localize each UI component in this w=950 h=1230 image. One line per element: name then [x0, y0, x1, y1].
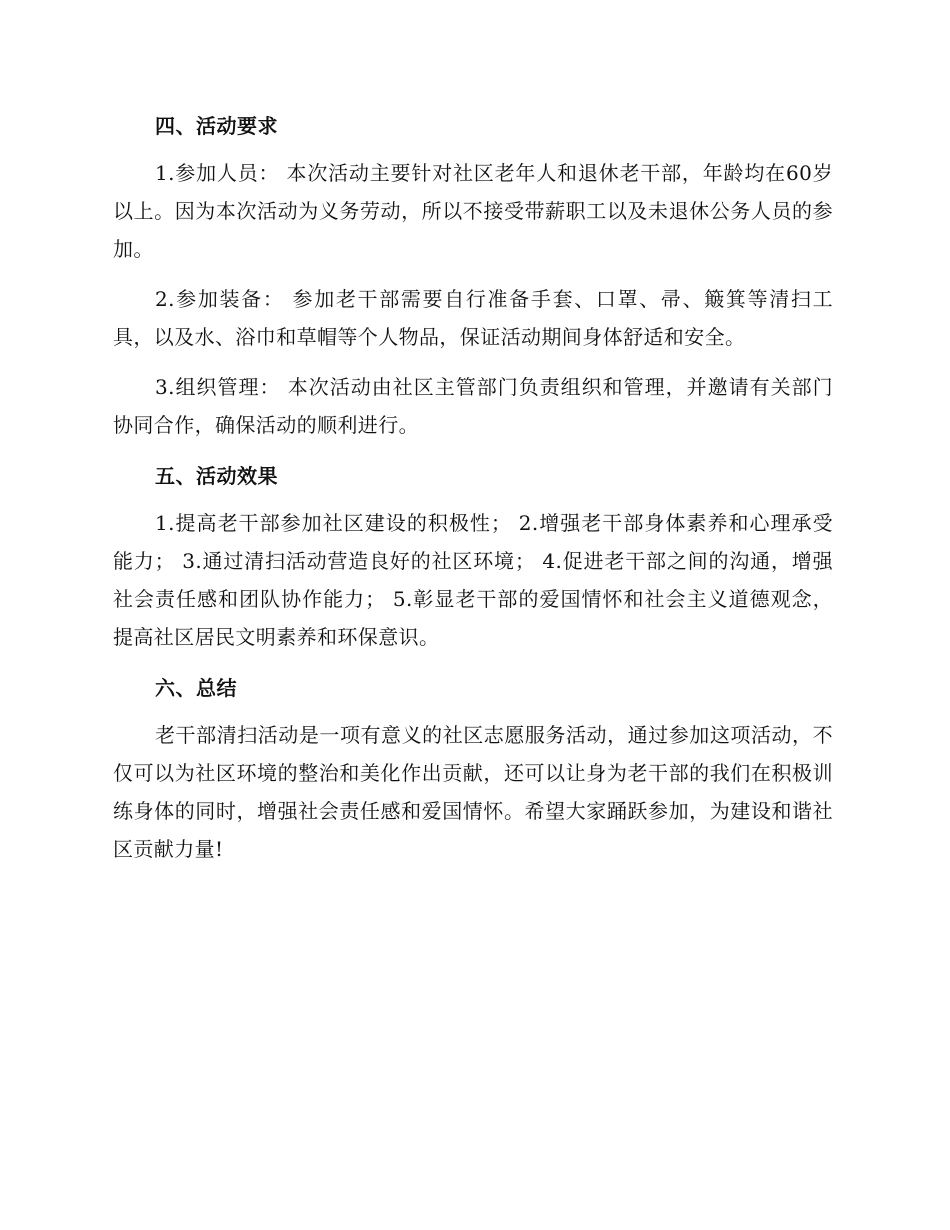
section-requirements	[113, 106, 833, 444]
section-heading: 五、活动效果	[155, 464, 278, 488]
paragraph-organization: 3.组织管理： 本次活动由社区主管部门负责组织和管理，并邀请有关部门协同合作，确保活动的顺利进行。	[113, 375, 833, 437]
section-heading: 四、活动要求	[155, 114, 278, 138]
section-effects	[113, 456, 833, 656]
paragraph-effects: 1.提高老干部参加社区建设的积极性； 2.增强老干部身体素养和心理承受能力； 3.通过清扫活动营造良好的社区环境； 4.促进老干部之间的沟通，增强社会责任感和团队协作能力； 5.彰显老干部的爱国情怀和社会主义道德观念，提高社区居民文明素养和环保意识。	[113, 511, 833, 649]
section-summary	[113, 668, 833, 868]
document-page	[113, 106, 833, 880]
section-heading: 六、总结	[155, 676, 237, 700]
paragraph-participants: 1.参加人员： 本次活动主要针对社区老年人和退休老干部，年龄均在60岁以上。因为本次活动为义务劳动，所以不接受带薪职工以及未退休公务人员的参加。	[113, 161, 833, 261]
paragraph-summary: 老干部清扫活动是一项有意义的社区志愿服务活动，通过参加这项活动，不仅可以为社区环境的整治和美化作出贡献，还可以让身为老干部的我们在积极训练身体的同时，增强社会责任感和爱国情怀。希望大家踊跃参加，为建设和谐社区贡献力量!	[113, 723, 833, 861]
paragraph-equipment: 2.参加装备： 参加老干部需要自行准备手套、口罩、帚、簸箕等清扫工具，以及水、浴巾和草帽等个人物品，保证活动期间身体舒适和安全。	[113, 287, 833, 349]
